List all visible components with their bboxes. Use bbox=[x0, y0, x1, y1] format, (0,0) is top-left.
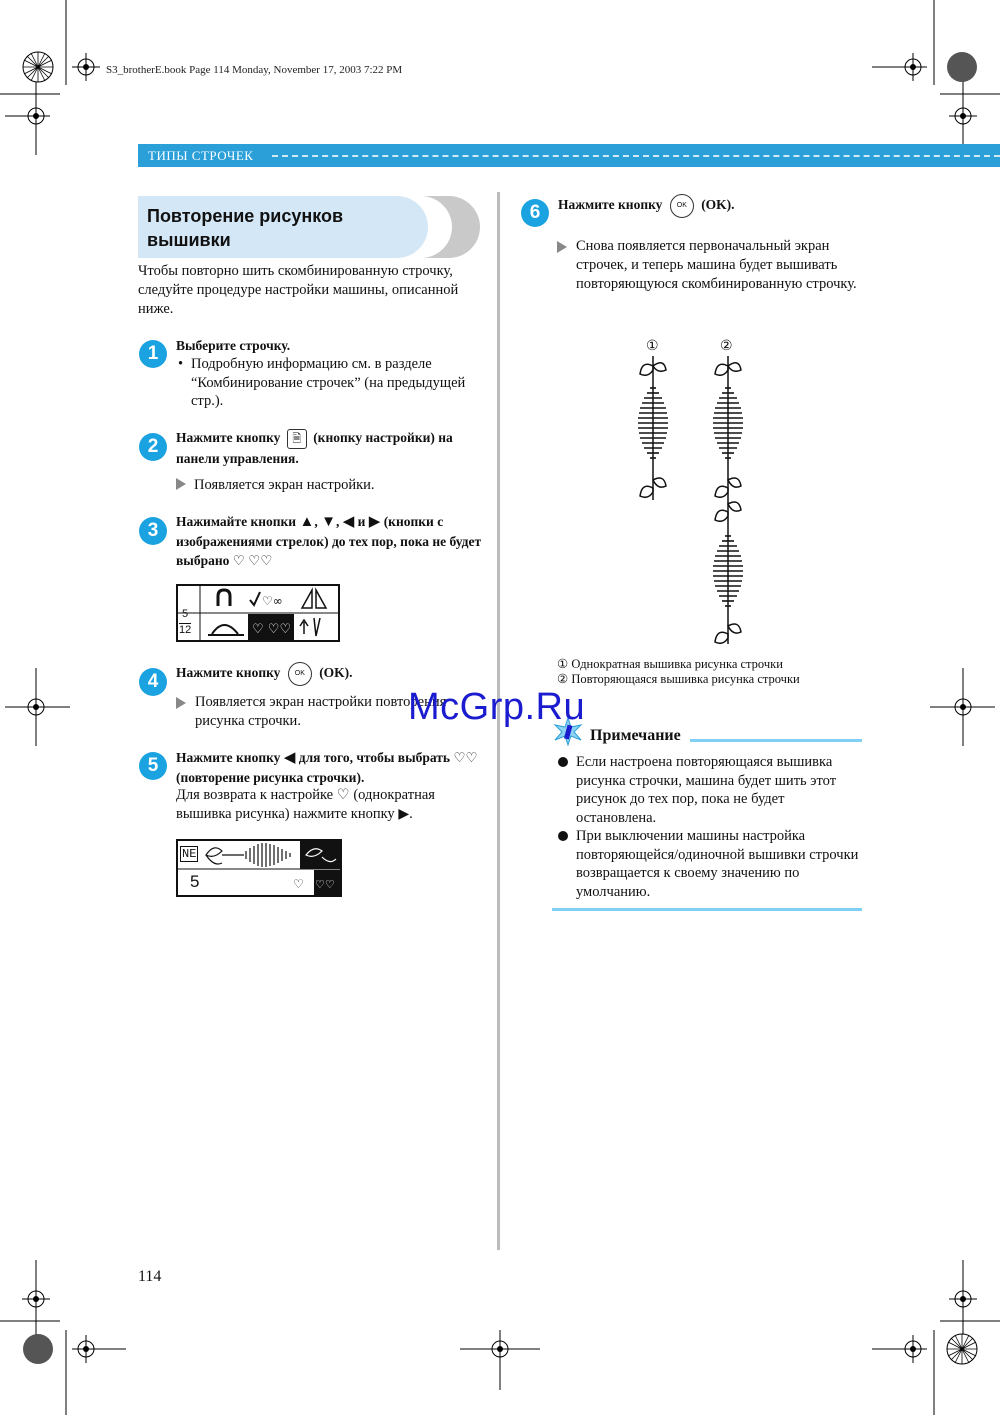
svg-text:♡: ♡ bbox=[293, 877, 304, 891]
note-item bbox=[557, 753, 862, 827]
step-title-a: Нажмите кнопку bbox=[176, 430, 281, 445]
lcd-settings-graphic bbox=[178, 586, 338, 640]
chapter-dashes bbox=[272, 155, 1000, 157]
result-arrow-icon bbox=[557, 241, 567, 253]
svg-text:♡∞: ♡∞ bbox=[262, 594, 283, 608]
lcd-value: 5 bbox=[190, 872, 200, 891]
step-result-text: Появляется экран настройки. bbox=[194, 477, 375, 493]
repeat-heart-icon: ♡ ♡♡ bbox=[232, 553, 273, 568]
step-body-b: (однократная вышивка рисунка) нажмите кнопку bbox=[176, 787, 435, 822]
step-title-a: Нажимайте кнопки bbox=[176, 514, 297, 529]
step-title bbox=[176, 748, 486, 787]
figure-label-2: ② bbox=[720, 339, 733, 354]
step-result bbox=[557, 237, 867, 294]
step-number: 1 bbox=[139, 340, 167, 368]
step-title-c: (повторение рисунка строчки). bbox=[176, 770, 365, 785]
step-number: 2 bbox=[139, 433, 167, 461]
lcd-left-label: NE bbox=[182, 847, 197, 861]
note-title: Примечание bbox=[590, 727, 681, 744]
lcd-repeat-graphic bbox=[178, 841, 340, 895]
step-title-b: (кнопки с изображениями стрелок) до тех пор, пока не будет выбрано bbox=[176, 514, 482, 568]
note-item bbox=[557, 827, 862, 901]
step-title-a: Нажмите кнопку bbox=[176, 750, 281, 765]
step-number: 6 bbox=[521, 199, 549, 227]
watermark: McGrp.Ru bbox=[408, 686, 586, 728]
ok-button-icon: OK bbox=[288, 662, 312, 686]
svg-text:♡ ♡♡: ♡ ♡♡ bbox=[252, 622, 292, 637]
lcd-repeat-screen bbox=[176, 839, 342, 897]
note-item-text: При выключении машины настройка повторяющейся/одиночной вышивки строчки возвращается к своему значению по умолчанию. bbox=[576, 828, 859, 900]
step-result-text: Снова появляется первоначальный экран строчек, и теперь машина будет вышивать повторяющуюся скомбинированную строчку. bbox=[576, 238, 857, 292]
step-number: 3 bbox=[139, 517, 167, 545]
stitch-pattern-figure bbox=[620, 352, 760, 652]
step-body-a: Для возврата к настройке bbox=[176, 787, 334, 803]
intro-text: Чтобы повторно шить скомбинированную строчку, следуйте процедуре настройки машины, описанной ниже. bbox=[138, 263, 459, 317]
lcd-settings-screen bbox=[176, 584, 340, 642]
step-title-b: (OK). bbox=[319, 665, 353, 681]
step-result-text: Появляется экран настройки повторения рисунка строчки. bbox=[195, 694, 447, 729]
step-title: Выберите строчку. bbox=[176, 338, 291, 353]
arrow-right-icon: ▶ bbox=[398, 806, 410, 822]
result-arrow-icon bbox=[176, 478, 186, 490]
ok-button-icon: OK bbox=[670, 194, 694, 218]
step-title-a: Нажмите кнопку bbox=[558, 197, 663, 213]
print-header: S3_brotherE.book Page 114 Monday, November 17, 2003 7:22 PM bbox=[106, 64, 403, 76]
step-title-b: для того, чтобы выбрать bbox=[298, 750, 451, 765]
figure-label-1: ① bbox=[646, 339, 659, 354]
note-item-text: Если настроена повторяющаяся вышивка рисунка строчки, машина будет шить этот рисунок до тех пор, пока не будет остановлена. bbox=[576, 754, 837, 826]
lcd-num-bottom: 12 bbox=[179, 624, 192, 636]
arrow-down-icon: ▼ bbox=[321, 514, 336, 530]
bullet-icon bbox=[558, 831, 568, 841]
step-result bbox=[176, 476, 375, 495]
step-title-and: и bbox=[357, 514, 366, 529]
arrow-right-icon: ▶ bbox=[368, 514, 381, 530]
step-number: 5 bbox=[139, 752, 167, 780]
lcd-num-top: 5 bbox=[182, 608, 189, 620]
step-title bbox=[558, 194, 858, 218]
step-title: Нажимайте кнопки ▲, ▼, ◀ и ▶ (кнопки с изображениями стрелок) до тех пор, пока не будет выбрано ♡ ♡♡ bbox=[176, 514, 482, 568]
single-heart-icon: ♡ bbox=[336, 787, 350, 803]
note-end-rule bbox=[552, 908, 862, 911]
figure-caption-2: ② Повторяющаяся вышивка рисунка строчки bbox=[557, 672, 800, 686]
step-title-b: (кнопку настройки) на панели управления. bbox=[176, 430, 453, 466]
step-number: 4 bbox=[139, 668, 167, 696]
step-title bbox=[176, 428, 476, 468]
repeat-heart-icon: ♡♡ bbox=[453, 750, 478, 765]
step-body: Для возврата к настройке ♡ (однократная вышивка рисунка) нажмите кнопку ▶. bbox=[176, 787, 435, 822]
settings-key-icon: 🗎 bbox=[287, 429, 307, 449]
section-title: Повторение рисунков вышивки bbox=[147, 206, 344, 250]
page-number: 114 bbox=[138, 1268, 162, 1285]
chapter-bar bbox=[138, 144, 1000, 167]
note-title-underline bbox=[690, 739, 862, 742]
result-arrow-icon bbox=[176, 697, 186, 709]
step-bullet-text: Подробную информацию см. в разделе “Комбинирование строчек” (на предыдущей стр.). bbox=[191, 356, 466, 409]
arrow-up-icon: ▲ bbox=[299, 514, 315, 530]
figure-caption-1: ① Однократная вышивка рисунка строчки bbox=[557, 657, 783, 671]
step-title-a: Нажмите кнопку bbox=[176, 665, 281, 681]
arrow-left-icon: ◀ bbox=[342, 514, 355, 530]
step-title-b: (OK). bbox=[701, 197, 735, 213]
bullet-icon bbox=[558, 757, 568, 767]
chapter-title: ТИПЫ СТРОЧЕК bbox=[148, 148, 254, 163]
arrow-left-icon: ◀ bbox=[283, 750, 296, 766]
step-title bbox=[176, 662, 476, 686]
step-bullet: • Подробную информацию см. в разделе “Комбинирование строчек” (на предыдущей стр.). bbox=[178, 355, 478, 411]
svg-text:♡♡: ♡♡ bbox=[315, 878, 335, 891]
